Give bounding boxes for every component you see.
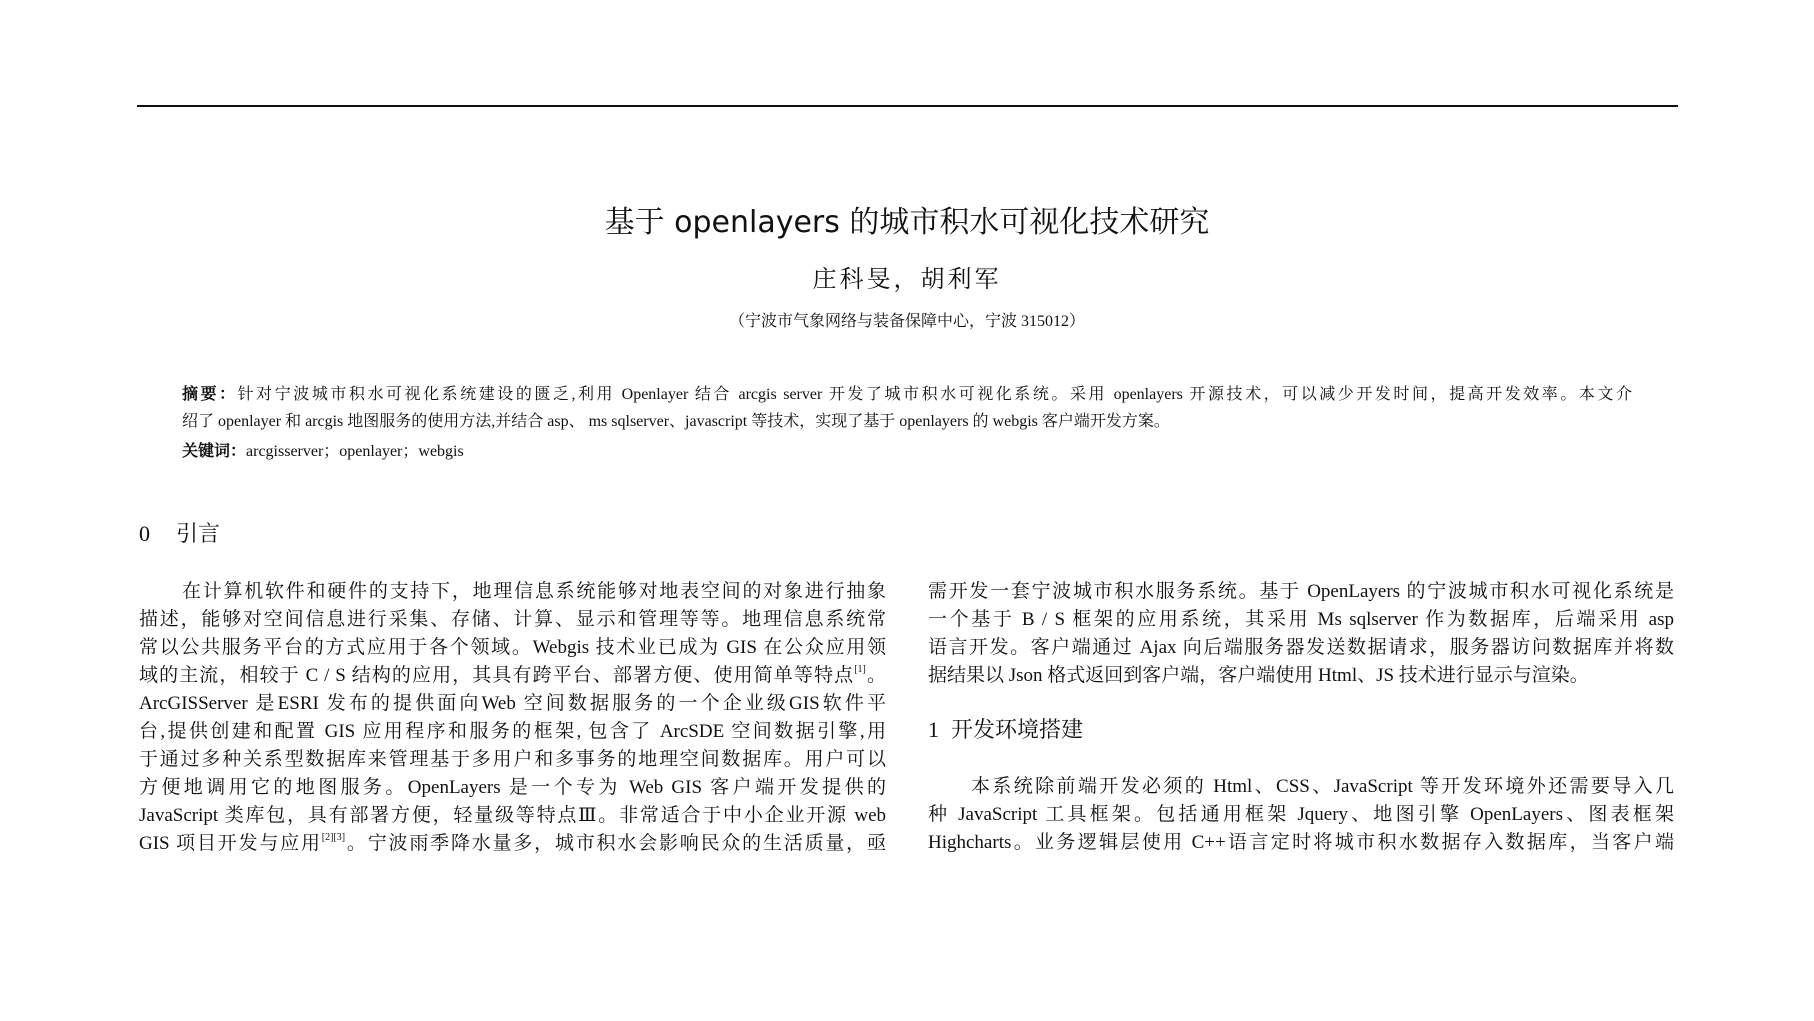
- body-text-line: 一个基于 B / S 框架的应用系统，其采用 Ms sqlserver 作为数据库，后端采用 asp: [928, 609, 1674, 630]
- body-text-line: 于通过多种关系型数据库来管理基于多用户和多事务的地理空间数据库。用户可以: [139, 749, 886, 770]
- body-text-line: 种 JavaScript 工具框架。包括通用框架 Jquery、地图引擎 OpenLayers、图表框架: [928, 804, 1674, 825]
- body-text-line: 台,提供创建和配置 GIS 应用程序和服务的框架, 包含了 ArcSDE 空间数据引擎,用: [139, 721, 886, 742]
- abstract-line: 绍了 openlayer 和 arcgis 地图服务的使用方法,并结合 asp、 ms sqlserver、javascript 等技术，实现了基于 openlayers 的 webgis 客户端开发方案。: [182, 413, 1170, 430]
- section-number: 0: [139, 521, 150, 546]
- citation-superscript: [1]: [854, 664, 866, 675]
- body-text-line: [139, 830, 886, 858]
- body-text: GIS 项目开发与应用: [139, 833, 322, 854]
- right-column-bottom: [928, 773, 1674, 857]
- keywords: [182, 437, 1632, 465]
- body-text-line: 本系统除前端开发必须的 Html、CSS、JavaScript 等开发环境外还需要导入几: [971, 776, 1674, 797]
- right-column-top: [928, 578, 1674, 690]
- citation-superscript: [2][3]: [321, 832, 346, 843]
- left-column: [139, 578, 886, 858]
- section-number: 1: [928, 717, 939, 742]
- body-text-line: 需开发一套宁波城市积水服务系统。基于 OpenLayers 的宁波城市积水可视化系统是: [928, 581, 1674, 602]
- section-title: 开发环境搭建: [951, 717, 1084, 742]
- body-text-line: ArcGISServer 是ESRI 发布的提供面向Web 空间数据服务的一个企业级GIS软件平: [139, 693, 886, 714]
- body-text: 。宁波雨季降水量多，城市积水会影响民众的生活质量，亟: [345, 833, 886, 854]
- abstract-text: 针对宁波城市积水可视化系统建设的匮乏,利用 Openlayer 结合 arcgis server 开发了城市积水可视化系统。采用 openlayers 开源技术，可以减少开发时间，提高开发效率。本文介: [237, 386, 1632, 403]
- paper-authors: 庄科旻，胡利军: [812, 267, 1002, 293]
- body-text-line: Highcharts。业务逻辑层使用 C++语言定时将城市积水数据存入数据库，当客户端: [928, 832, 1674, 853]
- keywords-label: 关键词：: [182, 441, 247, 460]
- abstract-label: 摘要：: [182, 384, 238, 403]
- section-title: 引言: [176, 521, 221, 546]
- body-text: 。: [865, 665, 886, 686]
- body-text-line: [139, 662, 886, 690]
- abstract: [182, 380, 1632, 435]
- body-text-line: 常以公共服务平台的方式应用于各个领域。Webgis 技术业已成为 GIS 在公众应用领: [139, 637, 886, 658]
- header-rule: [137, 105, 1678, 107]
- section-heading-dev-environment: [928, 715, 1083, 745]
- body-text-line: JavaScript 类库包，具有部署方便，轻量级等特点Ⅲ。非常适合于中小企业开源 web: [139, 805, 886, 826]
- body-text-line: 在计算机软件和硬件的支持下，地理信息系统能够对地表空间的对象进行抽象: [182, 581, 886, 602]
- body-text-line: 据结果以 Json 格式返回到客户端，客户端使用 Html、JS 技术进行显示与渲染。: [928, 665, 1589, 686]
- body-text-line: 语言开发。客户端通过 Ajax 向后端服务器发送数据请求，服务器访问数据库并将数: [928, 637, 1674, 658]
- keywords-text: arcgisserver；openlayer；webgis: [246, 443, 464, 460]
- paper-title: 基于 openlayers 的城市积水可视化技术研究: [604, 205, 1210, 240]
- author-affiliation: （宁波市气象网络与装备保障中心，宁波 315012）: [728, 313, 1085, 330]
- abstract-line: [182, 380, 1632, 408]
- body-text-line: 描述，能够对空间信息进行采集、存储、计算、显示和管理等等。地理信息系统常: [139, 609, 886, 630]
- body-text: 域的主流，相较于 C / S 结构的应用，其具有跨平台、部署方便、使用简单等特点: [139, 665, 855, 686]
- body-text-line: 方便地调用它的地图服务。OpenLayers 是一个专为 Web GIS 客户端开发提供的: [139, 777, 886, 798]
- section-heading-introduction: [139, 519, 220, 549]
